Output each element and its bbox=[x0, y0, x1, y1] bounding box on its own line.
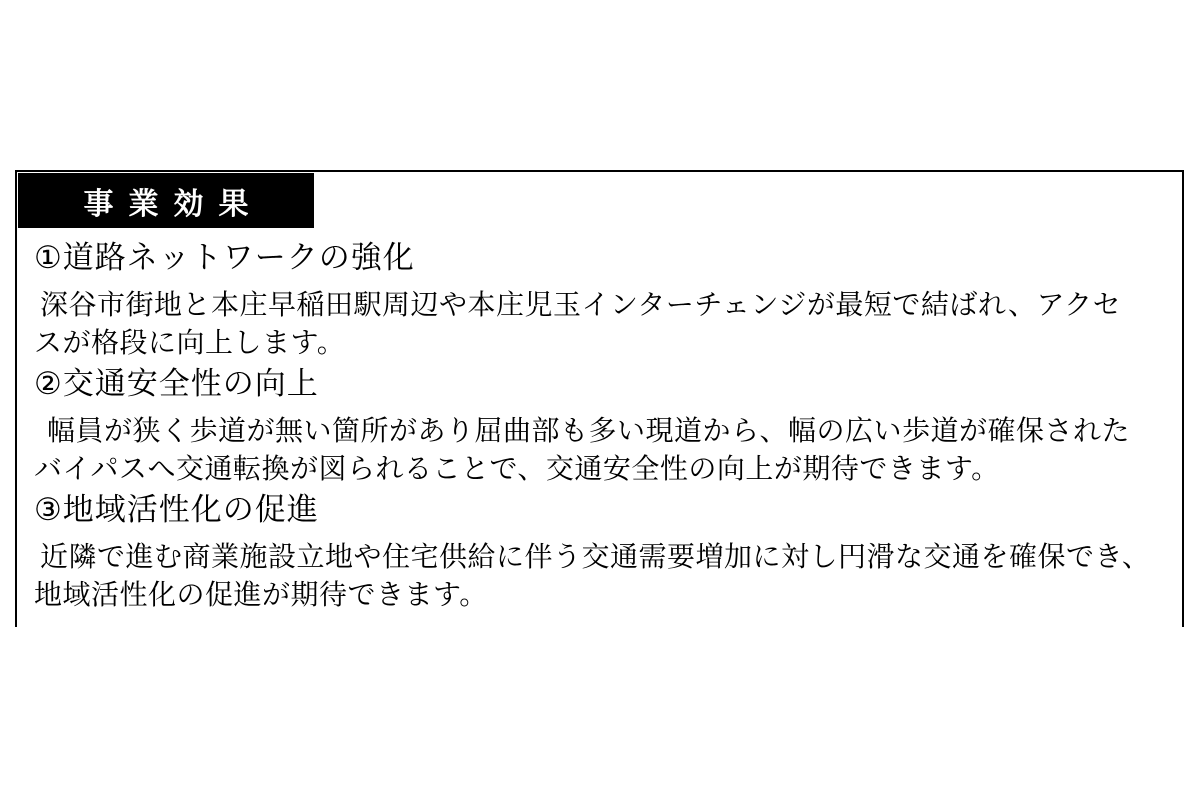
body-line: バイパスへ交通転換が図られることで、交通安全性の向上が期待できます。 bbox=[34, 453, 1000, 484]
section-body-road-network bbox=[34, 286, 1164, 362]
content-body bbox=[17, 238, 1182, 614]
body-line: 地域活性化の促進が期待できます。 bbox=[34, 579, 488, 610]
section-traffic-safety bbox=[34, 364, 1164, 488]
section-heading-traffic-safety: ②交通安全性の向上 bbox=[34, 366, 319, 401]
body-line: スが格段に向上します。 bbox=[34, 327, 346, 358]
section-road-network bbox=[34, 238, 1164, 362]
body-line: 深谷市街地と本庄早稲田駅周辺や本庄児玉インターチェンジが最短で結ばれ、アクセ bbox=[40, 289, 1122, 320]
section-heading-regional-revitalization: ③地域活性化の促進 bbox=[34, 492, 319, 527]
body-line: 幅員が狭く歩道が無い箇所があり屈曲部も多い現道から、幅の広い歩道が確保された bbox=[47, 415, 1131, 446]
section-body-regional-revitalization bbox=[34, 538, 1164, 614]
section-heading-road-network: ①道路ネットワークの強化 bbox=[34, 240, 415, 275]
section-body-traffic-safety bbox=[34, 412, 1164, 488]
section-header-box bbox=[18, 173, 314, 228]
section-header-title: 事業効果 bbox=[83, 187, 264, 221]
body-line: 近隣で進む商業施設立地や住宅供給に伴う交通需要増加に対し円滑な交通を確保でき、 bbox=[40, 541, 1151, 572]
section-regional-revitalization bbox=[34, 490, 1164, 614]
content-frame bbox=[15, 170, 1184, 627]
